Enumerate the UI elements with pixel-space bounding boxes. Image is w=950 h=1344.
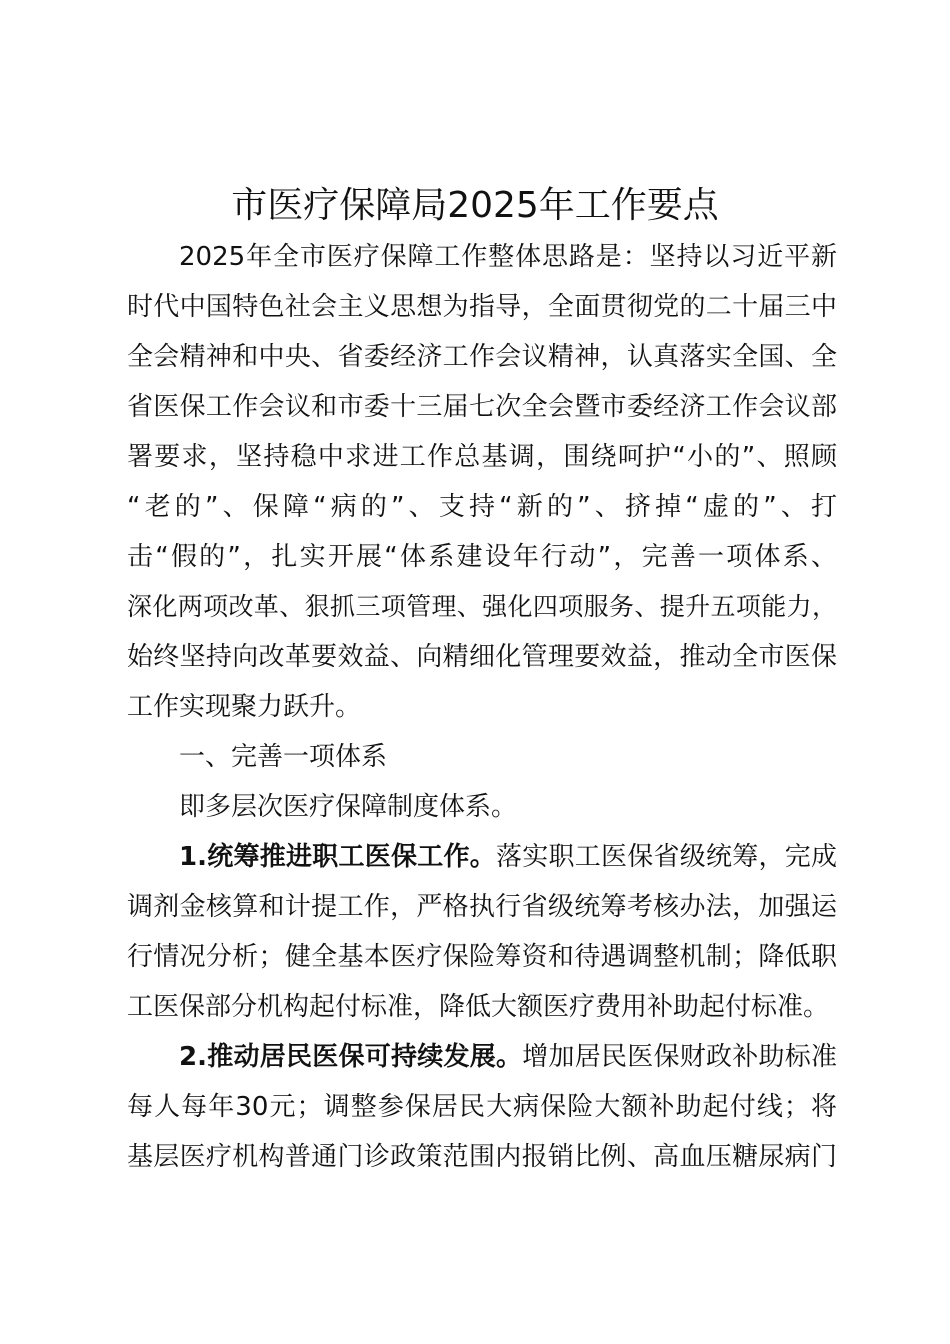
item-line: 工医保部分机构起付标准，降低大额医疗费用补助起付标准。 — [127, 992, 830, 1022]
intro-line: 署要求，坚持稳中求进工作总基调，围绕呵护“小的”、照顾 — [127, 442, 837, 472]
intro-line: 深化两项改革、狠抓三项管理、强化四项服务、提升五项能力， — [127, 592, 837, 621]
document-title: 市医疗保障局2025年工作要点 — [231, 185, 719, 226]
item-lead: 1.统筹推进职工医保工作。 — [179, 842, 496, 872]
section-description: 即多层次医疗保障制度体系。 — [179, 792, 518, 822]
item-line: 每人每年30元；调整参保居民大病保险大额补助起付线；将 — [127, 1092, 837, 1122]
section-heading: 一、完善一项体系 — [179, 742, 388, 772]
intro-line: 全会精神和中央、省委经济工作会议精神，认真落实全国、全 — [127, 342, 837, 372]
item-line: 调剂金核算和计提工作，严格执行省级统筹考核办法，加强运 — [127, 892, 837, 922]
intro-line: “老的”、保障“病的”、支持“新的”、挤掉“虚的”、打 — [127, 492, 837, 522]
intro-line: 击“假的”，扎实开展“体系建设年行动”，完善一项体系、 — [127, 542, 837, 572]
item-text: 增加居民医保财政补助标准 — [522, 1042, 837, 1072]
document-body — [127, 232, 837, 1182]
item-lead: 2.推动居民医保可持续发展。 — [179, 1042, 523, 1072]
item-line: 行情况分析；健全基本医疗保险筹资和待遇调整机制；降低职 — [127, 942, 837, 972]
intro-line: 省医保工作会议和市委十三届七次全会暨市委经济工作会议部 — [127, 392, 837, 422]
item-first-line — [127, 1032, 837, 1082]
intro-line: 始终坚持向改革要效益、向精细化管理要效益，推动全市医保 — [127, 642, 837, 672]
item-first-line — [127, 832, 837, 882]
intro-line: 2025年全市医疗保障工作整体思路是：坚持以习近平新 — [179, 242, 837, 272]
intro-line: 时代中国特色社会主义思想为指导，全面贯彻党的二十届三中 — [127, 292, 837, 322]
item-line: 基层医疗机构普通门诊政策范围内报销比例、高血压糖尿病门 — [127, 1142, 837, 1172]
item-text: 落实职工医保省级统筹，完成 — [495, 842, 837, 872]
intro-line: 工作实现聚力跃升。 — [127, 692, 362, 722]
